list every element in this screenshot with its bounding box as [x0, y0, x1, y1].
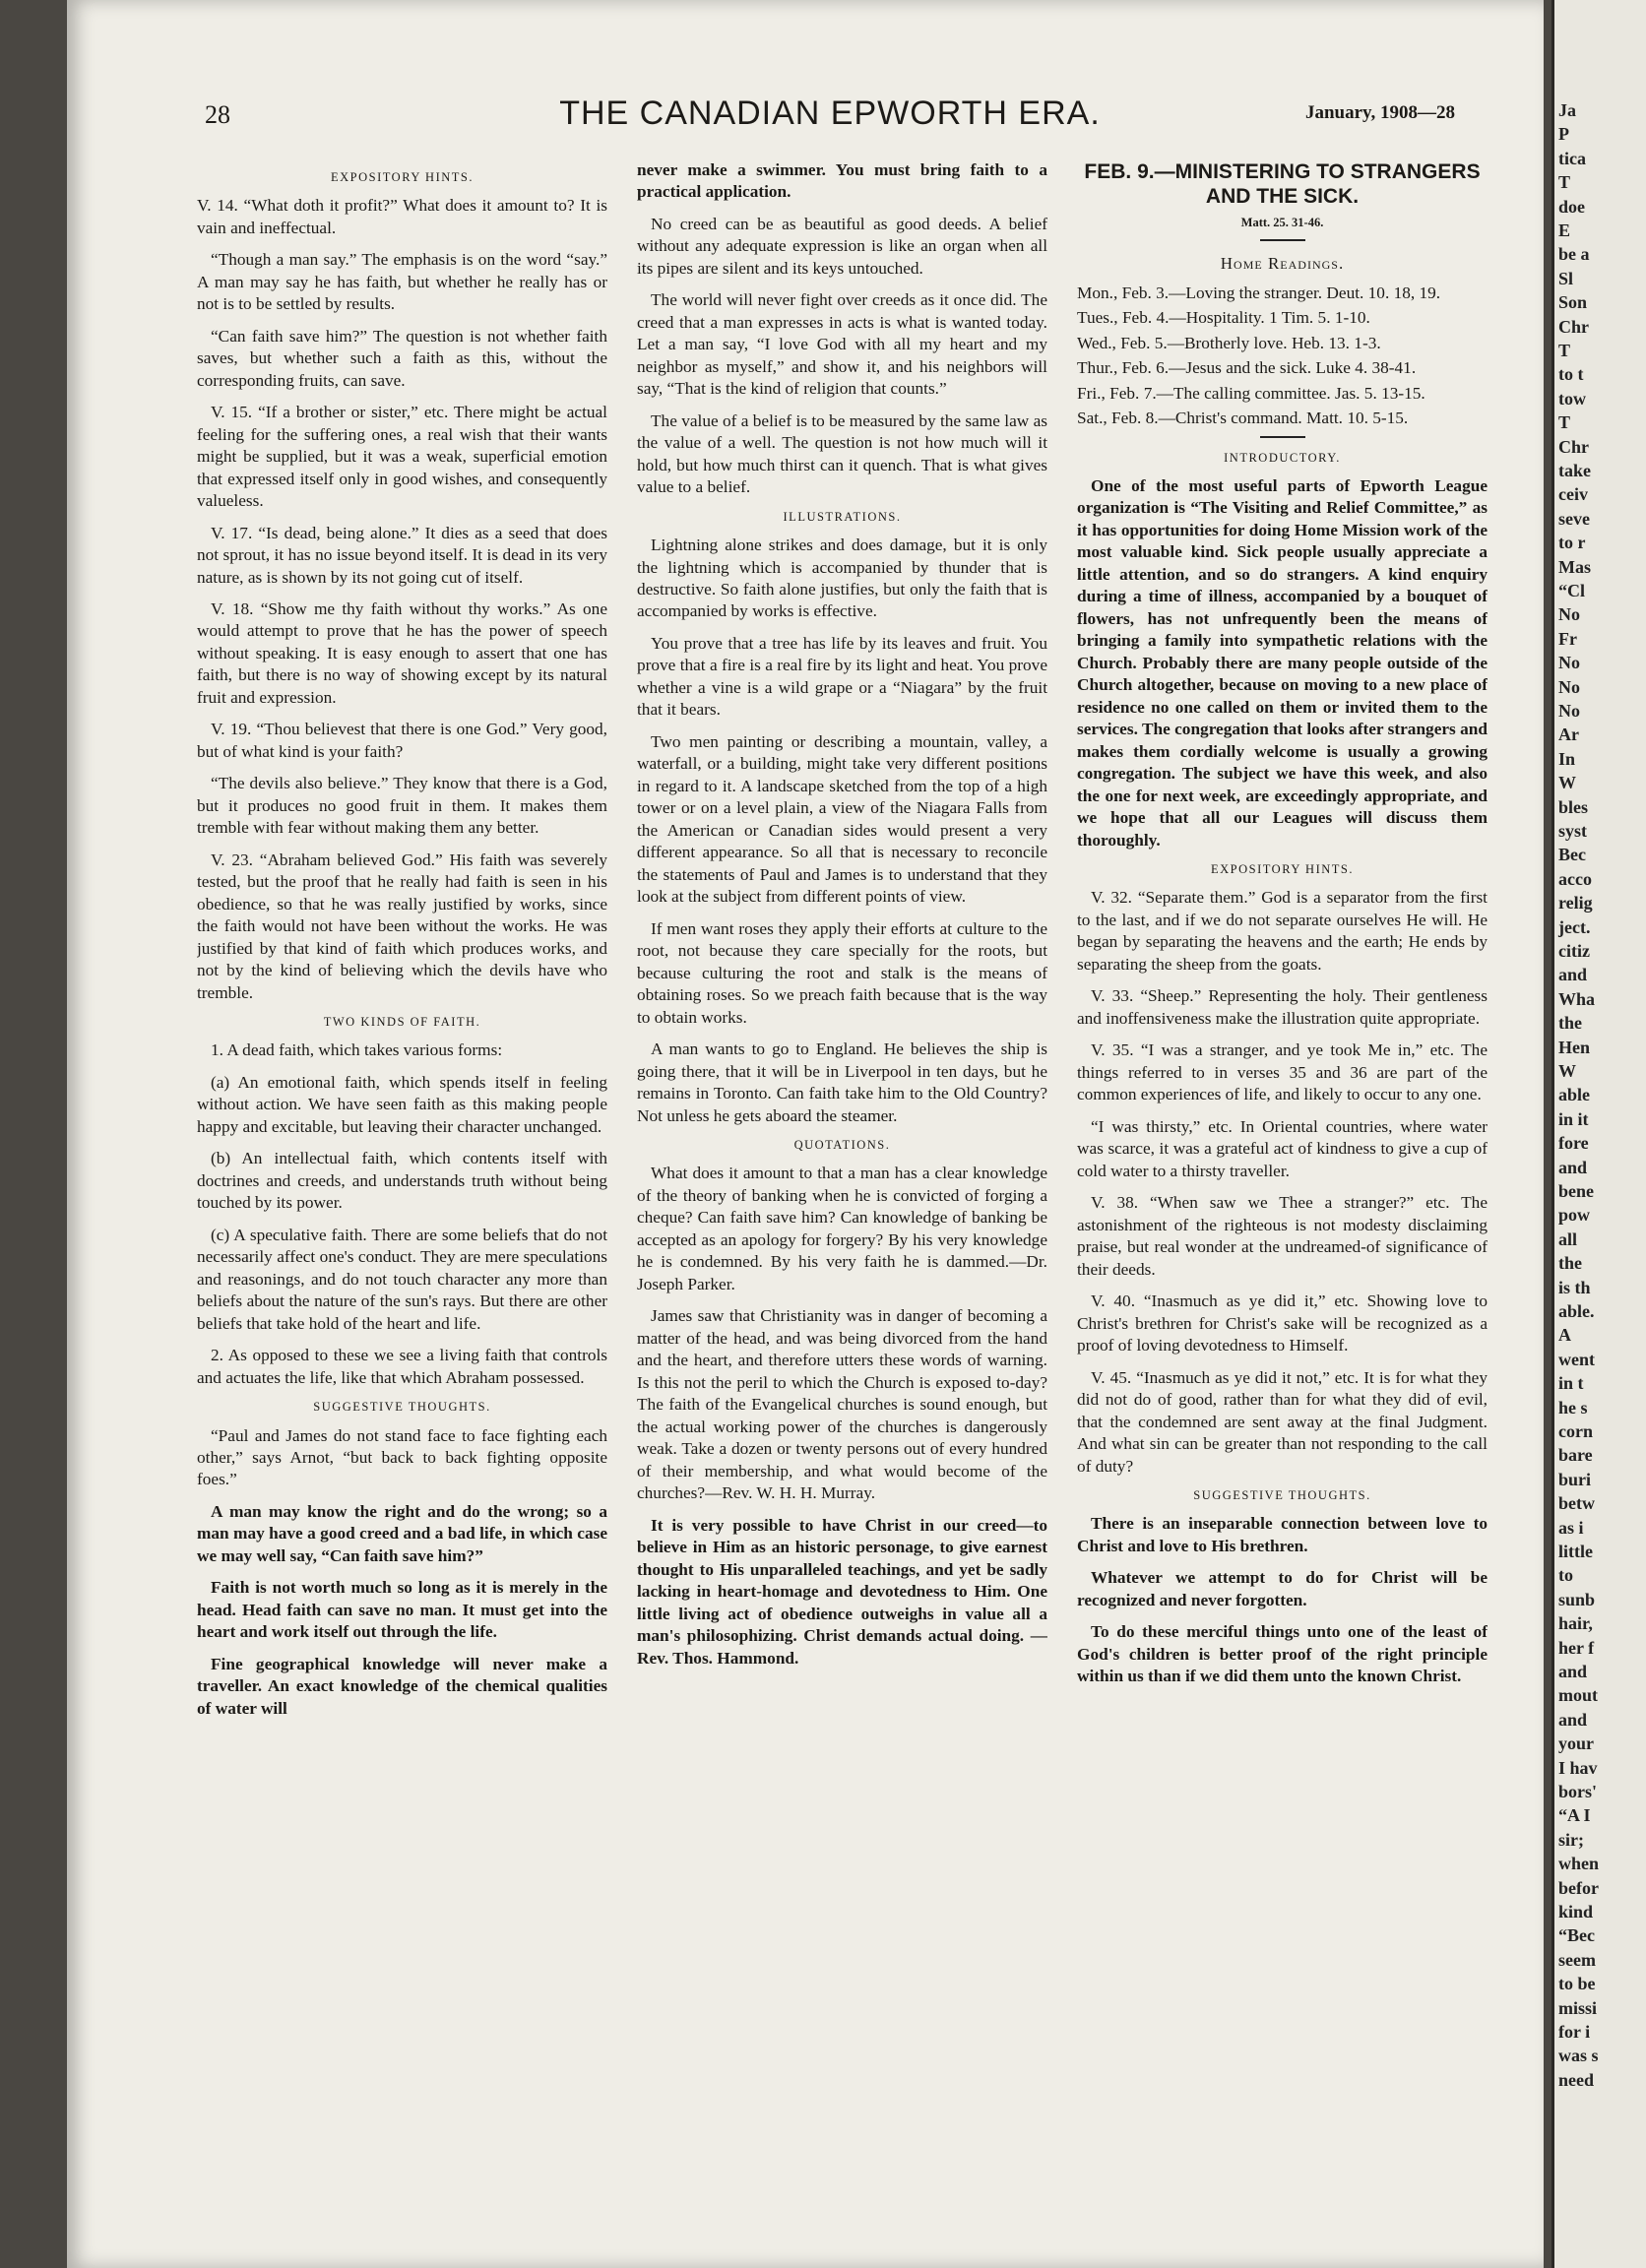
column-2	[637, 159, 1047, 2246]
paragraph: V. 40. “Inasmuch as ye did it,” etc. Showing love to Christ's brethren for Christ's sake will be recognized as a proof of loving devotedness to Himself.	[1077, 1292, 1488, 1355]
column-1	[197, 159, 607, 2246]
scripture-reference: Matt. 25. 31-46.	[1240, 216, 1324, 230]
paragraph: V. 14. “What doth it profit?” What does it amount to? It is vain and ineffectual.	[197, 196, 607, 237]
paragraph: V. 15. “If a brother or sister,” etc. There might be actual feeling for the suffering ones, a real wish that their wants might be supplied, but it was a weak, superficial emotion that expressed itself only in good wishes, and consequently valueless.	[197, 403, 607, 511]
edge-text-fragment: in t	[1558, 1373, 1584, 1394]
paragraph: A man wants to go to England. He believes the ship is going there, that it will be in Liverpool in ten days, but he remains in Toronto. Can faith take him to the Old Country? Not unless he gets aboard the steamer.	[637, 1040, 1047, 1125]
edge-text-fragment: tica	[1558, 148, 1586, 168]
edge-text-fragment: T	[1558, 412, 1571, 433]
divider	[1260, 436, 1305, 438]
paragraph: never make a swimmer. You must bring faith to a practical application.	[637, 160, 1047, 202]
paragraph: There is an inseparable connection between love to Christ and love to His brethren.	[1077, 1514, 1488, 1555]
edge-text-fragment: is th	[1558, 1277, 1591, 1297]
edge-text-fragment: little	[1558, 1542, 1593, 1561]
paragraph: (b) An intellectual faith, which contents itself with doctrines and creeds, and understands truth without being touched by its power.	[197, 1149, 607, 1213]
section-heading: INTRODUCTORY.	[1224, 450, 1341, 465]
issue-date: January, 1908—28	[1304, 102, 1455, 123]
edge-text-fragment: T	[1558, 341, 1571, 360]
edge-text-fragment: Mas	[1558, 556, 1591, 577]
paragraph: V. 17. “Is dead, being alone.” It dies as a seed that does not sprout, it has no issue beyond itself. It is dead in its very nature, as is shown by its not going cut of itself.	[197, 523, 607, 587]
edge-text-fragment: Bec	[1558, 845, 1586, 865]
article-columns	[197, 159, 1488, 2246]
edge-text-fragment: Ar	[1558, 724, 1579, 745]
masthead: THE CANADIAN EPWORTH ERA.	[559, 94, 1101, 132]
edge-text-fragment: he s	[1558, 1397, 1588, 1418]
edge-text-fragment: take	[1558, 461, 1591, 480]
page-number: 28	[205, 100, 230, 129]
paragraph: “Though a man say.” The emphasis is on the word “say.” A man may say he has faith, but whether he really has or not is to be settled by results.	[197, 250, 607, 314]
reading-item: Thur., Feb. 6.—Jesus and the sick. Luke 4. 38-41.	[1077, 358, 1417, 378]
edge-text-fragment: Fr	[1558, 628, 1577, 649]
edge-text-fragment: betw	[1558, 1493, 1595, 1514]
reading-item: Tues., Feb. 4.—Hospitality. 1 Tim. 5. 1-10.	[1077, 308, 1370, 328]
section-heading: SUGGESTIVE THOUGHTS.	[313, 1400, 491, 1415]
edge-text-fragment: tow	[1558, 388, 1586, 409]
paragraph: 2. As opposed to these we see a living faith that controls and actuates the life, like that which Abraham possessed.	[197, 1346, 607, 1387]
edge-text-fragment: mout	[1558, 1685, 1598, 1706]
edge-text-fragment: to	[1558, 1565, 1573, 1586]
edge-text-fragment: her f	[1558, 1637, 1595, 1658]
edge-text-fragment: relig	[1558, 893, 1593, 914]
edge-text-fragment: No	[1558, 676, 1580, 697]
edge-text-fragment: ceiv	[1558, 484, 1588, 505]
edge-text-fragment: acco	[1558, 868, 1592, 889]
edge-text-fragment: In	[1558, 748, 1576, 769]
paragraph: “Can faith save him?” The question is not whether faith saves, but whether such a faith as this, without the corresponding fruits, can save.	[197, 326, 607, 390]
edge-text-fragment: kind	[1558, 1902, 1594, 1922]
paragraph: “I was thirsty,” etc. In Oriental countries, where water was scarce, it was a grateful act of kindness to give a cup of cold water to a thirsty traveller.	[1077, 1116, 1488, 1180]
edge-text-fragment: and	[1558, 1662, 1588, 1681]
paragraph: You prove that a tree has life by its leaves and fruit. You prove that a fire is a real fire by its light and heat. You prove whether a vine is a wild grape or a “Niagara” by the fruit that it bears.	[637, 633, 1047, 720]
edge-text-fragment: “A I	[1558, 1805, 1591, 1826]
paragraph: Faith is not worth much so long as it is merely in the head. Head faith can save no man. It must get into the heart and work itself out through the life.	[197, 1578, 607, 1642]
edge-text-fragment: in it	[1558, 1108, 1589, 1129]
edge-text-fragment: Hen	[1558, 1037, 1591, 1057]
edge-text-fragment: bene	[1558, 1181, 1594, 1201]
edge-text-fragment: P	[1558, 124, 1569, 145]
reading-item: Wed., Feb. 5.—Brotherly love. Heb. 13. 1-3.	[1077, 333, 1381, 352]
paragraph: “The devils also believe.” They know that there is a God, but it produces no good fruit in them. It makes them tremble with fear without making them any better.	[197, 774, 607, 838]
paragraph: Fine geographical knowledge will never make a traveller. An exact knowledge of the chemical qualities of water will	[197, 1654, 607, 1718]
edge-text-fragment: E	[1558, 220, 1571, 240]
paragraph: No creed can be as beautiful as good deeds. A belief without any adequate expression is like an organ when all its pipes are silent and its keys untouched.	[637, 214, 1047, 278]
paragraph: James saw that Christianity was in danger of becoming a matter of the head, and was being divorced from the hand and the heart, and therefore utters these words of warning. Is this not the peril to which the Church is exposed to-day? The faith of the Evangelical churches is sound enough, but the actual working power of the churches is dangerously weak. Take a dozen or twenty persons out of every hundred of their membership, and what would become of the churches?—Rev. W. H. H. Murray.	[637, 1306, 1047, 1503]
reading-item: Sat., Feb. 8.—Christ's command. Matt. 10. 5-15.	[1077, 409, 1409, 428]
paragraph: V. 45. “Inasmuch as ye did it not,” etc. It is for what they did not do of good, rather than for what they did of evil, that the condemned are sent away at the final Judgment. And what sin can be greater than not responding to the call of duty?	[1077, 1367, 1488, 1476]
paragraph: Two men painting or describing a mountain, valley, a waterfall, or a building, might take very different positions in regard to it. A landscape sketched from the top of a high tower or on a level plain, a view of the Niagara Falls from the American or Canadian sides would present a very different appearance. So all that is necessary to reconcile the statements of Paul and James is to understand that they look at the subject from different points of view.	[637, 731, 1047, 907]
edge-text-fragment: “Cl	[1558, 581, 1585, 600]
edge-text-fragment: doe	[1558, 196, 1585, 217]
edge-text-fragment: bare	[1558, 1445, 1593, 1466]
edge-text-fragment: Ja	[1558, 100, 1576, 120]
edge-text-fragment: citiz	[1558, 941, 1590, 961]
reading-item: Fri., Feb. 7.—The calling committee. Jas. 5. 13-15.	[1077, 383, 1425, 403]
paragraph: V. 32. “Separate them.” God is a separator from the first to the last, and if we do not separate ourselves He will. He began by separating the heavens and the earth; He ends by separating the sheep from the goats.	[1077, 888, 1488, 974]
reading-item: Mon., Feb. 3.—Loving the stranger. Deut. 10. 18, 19.	[1077, 283, 1441, 302]
edge-text-fragment: the	[1558, 1013, 1582, 1034]
edge-text-fragment: seve	[1558, 508, 1590, 529]
edge-text-fragment: fore	[1558, 1133, 1589, 1154]
paragraph: Whatever we attempt to do for Christ will be recognized and never forgotten.	[1077, 1568, 1488, 1609]
paragraph: 1. A dead faith, which takes various forms:	[211, 1040, 503, 1060]
edge-text-fragment: syst	[1558, 821, 1588, 841]
edge-text-fragment: able	[1558, 1085, 1591, 1105]
paragraph: V. 33. “Sheep.” Representing the holy. Their gentleness and inoffensiveness make the illustration quite appropriate.	[1077, 986, 1488, 1028]
paragraph: “Paul and James do not stand face to face fighting each other,” says Arnot, “but back to back fighting opposite foes.”	[197, 1425, 607, 1489]
edge-text-fragment: A	[1558, 1325, 1571, 1346]
edge-text-fragment: the	[1558, 1253, 1582, 1274]
edge-text-fragment: W	[1558, 773, 1576, 793]
adjacent-page-edge	[1551, 0, 1646, 2268]
column-3	[1077, 159, 1488, 2246]
edge-text-fragment: be a	[1558, 244, 1590, 265]
paragraph: It is very possible to have Christ in our creed—to believe in Him as an historic personage, to give earnest thought to His unparalleled teachings, and yet be sadly lacking in heart-homage and devotedness to Him. One little living act of obedience outweighs in value all a man's philosophizing. Christ demands actual doing. —Rev. Thos. Hammond.	[637, 1515, 1047, 1668]
edge-text-fragment: No	[1558, 653, 1580, 673]
edge-text-fragment: “Bec	[1558, 1925, 1595, 1946]
edge-text-fragment: bles	[1558, 796, 1589, 817]
edge-text-fragment: W	[1558, 1061, 1576, 1081]
paragraph: V. 38. “When saw we Thee a stranger?” etc. The astonishment of the righteous is not modesty disclaiming praise, but real wonder at the undreamed-of significance of their deeds.	[1077, 1193, 1488, 1279]
section-heading: EXPOSITORY HINTS.	[331, 170, 474, 184]
edge-text-fragment: bors'	[1558, 1782, 1598, 1801]
edge-text-fragment: and	[1558, 1709, 1588, 1730]
edge-text-fragment: missi	[1558, 1997, 1598, 2018]
paragraph: A man may know the right and do the wrong; so a man may have a good creed and a bad life, in which case we may well say, “Can faith save him?”	[197, 1501, 607, 1565]
section-heading: TWO KINDS OF FAITH.	[323, 1015, 481, 1030]
edge-text-fragment: Wha	[1558, 988, 1596, 1009]
edge-text-fragment: to r	[1558, 533, 1586, 553]
edge-text-fragment: and	[1558, 965, 1588, 985]
paragraph: The world will never fight over creeds as it once did. The creed that a man expresses in acts is what is wanted today. Let a man say, “I love God with all my heart and my neighbor as myself,” and show it, and his neighbors will say, “That is the kind of religion that counts.”	[637, 290, 1047, 399]
edge-text-fragment: corn	[1558, 1421, 1593, 1441]
edge-text-fragment: went	[1558, 1349, 1595, 1369]
edge-text-fragment: your	[1558, 1733, 1594, 1754]
edge-text-fragment: hair,	[1558, 1613, 1593, 1634]
paragraph: One of the most useful parts of Epworth League organization is “The Visiting and Relief Committee,” as it has opportunities for doing Home Mission work of the most valuable kind. Sick people usually appreciate a little attention, and so do strangers. A kind enquiry during a time of illness, accompanied by a bouquet of flowers, has not unfrequently been the means of bringing a family into sympathetic relations with the Church. Probably there are many people outside of the Church altogether, because on moving to a new place of residence no one called on them or invited them to the services. The congregation that looks after strangers and makes them cordially welcome is usually a growing congregation. The subject we have this week, and also the one for next week, are exceedingly appropriate, and we hope that all our Leagues will discuss them thoroughly.	[1077, 475, 1488, 850]
edge-text-fragment: need	[1558, 2069, 1594, 2090]
edge-text-fragment: T	[1558, 172, 1571, 193]
edge-text-fragment: sir;	[1558, 1829, 1584, 1850]
edge-text-fragment: when	[1558, 1854, 1600, 1874]
paragraph: V. 18. “Show me thy faith without thy works.” As one would attempt to prove that he has the power of speech without speaking. It is easy enough to assert that one has faith, but there is no way of showing except by its natural fruit and expression.	[197, 599, 607, 707]
paragraph: If men want roses they apply their efforts at culture to the root, not because they care specially for the roots, but because culturing the root and stalk is the means of obtaining roses. So we preach faith because that is the way to obtain works.	[637, 918, 1047, 1027]
edge-text-fragment: Chr	[1558, 436, 1589, 457]
paragraph: (a) An emotional faith, which spends itself in feeling without action. We have seen faith as this making people happy and excitable, but leaving their character unchanged.	[197, 1072, 607, 1136]
edge-text-fragment: was s	[1558, 2046, 1599, 2066]
edge-text-fragment: Sl	[1558, 268, 1574, 288]
paragraph: V. 23. “Abraham believed God.” His faith was severely tested, but the proof that he really had faith is seen in his obedience, so that he was really justified by works, since the faith would not have been without the works. He was justified by that kind of faith which produces works, and not by the kind of believing which the devils have who tremble.	[197, 850, 607, 1002]
edge-text-fragment: to t	[1558, 364, 1584, 385]
edge-text-fragment: I hav	[1558, 1757, 1598, 1778]
edge-text-fragment: seem	[1558, 1949, 1596, 1970]
section-heading: ILLUSTRATIONS.	[783, 509, 902, 524]
home-readings-heading: Home Readings.	[1220, 253, 1345, 273]
paragraph: To do these merciful things unto one of the least of God's children is better proof of the right principle within us than if we did them unto the known Christ.	[1077, 1622, 1488, 1686]
edge-text-fragment: all	[1558, 1228, 1578, 1249]
paragraph: What does it amount to that a man has a clear knowledge of the theory of banking when he is convicted of forging a cheque? Can faith save him? Can knowledge of banking be accepted as an apology for forgery? By his very knowledge he is condemned. By his very faith he is dammed.—Dr. Joseph Parker.	[637, 1164, 1047, 1293]
section-heading: SUGGESTIVE THOUGHTS.	[1193, 1487, 1371, 1502]
lesson-title: FEB. 9.—MINISTERING TO STRANGERS AND THE SICK.	[1084, 160, 1481, 209]
edge-text-fragment: buri	[1558, 1469, 1592, 1489]
edge-text-fragment: sunb	[1558, 1589, 1596, 1609]
edge-text-fragment: to be	[1558, 1974, 1596, 1994]
edge-text-fragment: ject.	[1558, 916, 1591, 937]
paragraph: (c) A speculative faith. There are some beliefs that do not necessarily affect one's conduct. They are mere speculations and reasonings, and do not touch character any more than beliefs about the nature of the sun's rays. But there are other beliefs that take hold of the heart and life.	[197, 1225, 607, 1333]
edge-text-fragment: No	[1558, 604, 1580, 625]
paragraph: V. 19. “Thou believest that there is one God.” Very good, but of what kind is your faith?	[197, 720, 607, 761]
edge-text-fragment: No	[1558, 701, 1580, 721]
section-heading: EXPOSITORY HINTS.	[1211, 862, 1354, 877]
edge-text-fragment: able.	[1558, 1301, 1595, 1321]
edge-text-fragment: Son	[1558, 292, 1588, 313]
section-heading: QUOTATIONS.	[793, 1138, 891, 1153]
paragraph: Lightning alone strikes and does damage, but it is only the lightning which is accompanied by thunder that is destructive. So faith alone justifies, but only the faith that is accompanied by works is effective.	[637, 536, 1047, 621]
edge-text-fragment: Chr	[1558, 316, 1589, 337]
edge-text-fragment: befor	[1558, 1877, 1599, 1898]
edge-text-fragment: pow	[1558, 1205, 1591, 1226]
edge-text-fragment: and	[1558, 1157, 1588, 1177]
divider	[1260, 239, 1305, 241]
edge-text-fragment: as i	[1558, 1517, 1584, 1538]
paragraph: The value of a belief is to be measured by the same law as the value of a well. The question is not how much will it hold, but how much thirst can it quench. That is what gives value to a belief.	[637, 410, 1047, 497]
edge-text-fragment: for i	[1558, 2022, 1591, 2042]
page-header	[205, 94, 1455, 142]
paragraph: V. 35. “I was a stranger, and ye took Me in,” etc. The things referred to in verses 35 and 36 are part of the common experiences of life, and likely to occur to any one.	[1077, 1040, 1488, 1104]
